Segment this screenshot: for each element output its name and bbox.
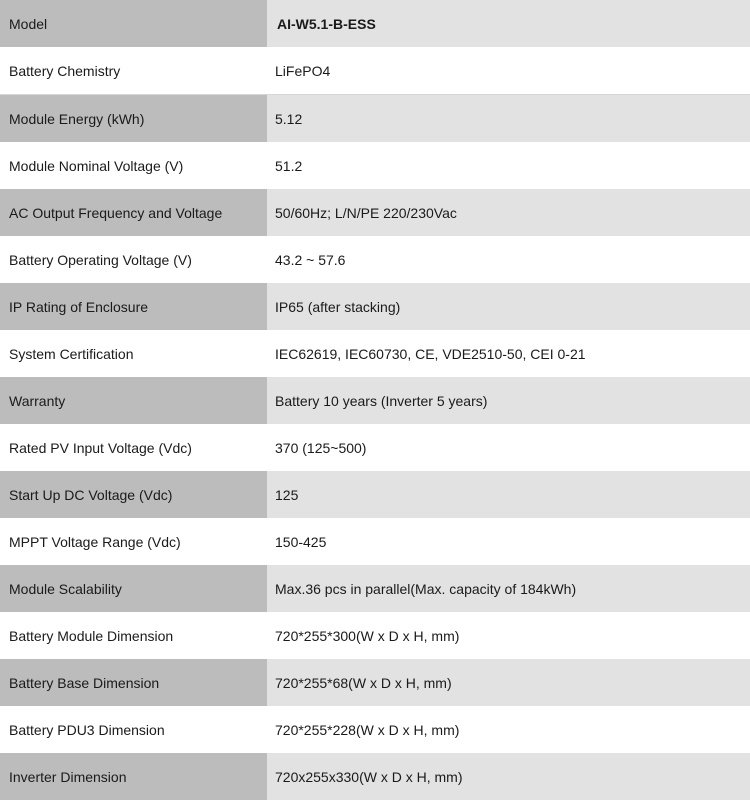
- spec-label: Inverter Dimension: [0, 753, 267, 800]
- spec-label: Rated PV Input Voltage (Vdc): [0, 424, 267, 471]
- spec-label: Battery PDU3 Dimension: [0, 706, 267, 753]
- spec-value: 370 (125~500): [267, 424, 750, 471]
- spec-value: 125: [267, 471, 750, 518]
- spec-value: 720*255*68(W x D x H, mm): [267, 659, 750, 706]
- spec-row-battery-pdu3-dimension: [0, 706, 750, 753]
- spec-value: 50/60Hz; L/N/PE 220/230Vac: [267, 189, 750, 236]
- spec-row-module-energy: [0, 95, 750, 142]
- spec-value: IEC62619, IEC60730, CE, VDE2510-50, CEI 0-21: [267, 330, 750, 377]
- spec-value: 720*255*228(W x D x H, mm): [267, 706, 750, 753]
- spec-value: 5.12: [267, 95, 750, 142]
- spec-value: 43.2 ~ 57.6: [267, 236, 750, 283]
- spec-label: Module Nominal Voltage (V): [0, 142, 267, 189]
- spec-row-ip-rating: [0, 283, 750, 330]
- spec-value: LiFePO4: [267, 47, 750, 94]
- spec-row-system-certification: [0, 330, 750, 377]
- spec-row-battery-module-dimension: [0, 612, 750, 659]
- spec-label: Module Energy (kWh): [0, 95, 267, 142]
- spec-row-warranty: [0, 377, 750, 424]
- spec-row-battery-base-dimension: [0, 659, 750, 706]
- spec-row-ac-output: [0, 189, 750, 236]
- spec-row-inverter-dimension: [0, 753, 750, 800]
- spec-row-model: [0, 0, 750, 47]
- spec-row-start-up-dc-voltage: [0, 471, 750, 518]
- spec-label: IP Rating of Enclosure: [0, 283, 267, 330]
- spec-label: Battery Chemistry: [0, 47, 267, 94]
- spec-label: AC Output Frequency and Voltage: [0, 189, 267, 236]
- spec-label: Model: [0, 0, 267, 47]
- spec-value: Max.36 pcs in parallel(Max. capacity of 184kWh): [267, 565, 750, 612]
- spec-label: Warranty: [0, 377, 267, 424]
- spec-value: 720x255x330(W x D x H, mm): [267, 753, 750, 800]
- spec-value: 51.2: [267, 142, 750, 189]
- spec-label: MPPT Voltage Range (Vdc): [0, 518, 267, 565]
- spec-row-module-nominal-voltage: [0, 142, 750, 189]
- spec-value: 720*255*300(W x D x H, mm): [267, 612, 750, 659]
- spec-label: Battery Operating Voltage (V): [0, 236, 267, 283]
- spec-row-module-scalability: [0, 565, 750, 612]
- spec-row-rated-pv-input-voltage: [0, 424, 750, 471]
- spec-label: Module Scalability: [0, 565, 267, 612]
- spec-value: 150-425: [267, 518, 750, 565]
- spec-label: Battery Module Dimension: [0, 612, 267, 659]
- spec-label: System Certification: [0, 330, 267, 377]
- spec-value: Battery 10 years (Inverter 5 years): [267, 377, 750, 424]
- spec-label: Start Up DC Voltage (Vdc): [0, 471, 267, 518]
- spec-row-battery-operating-voltage: [0, 236, 750, 283]
- spec-value: IP65 (after stacking): [267, 283, 750, 330]
- spec-label: Battery Base Dimension: [0, 659, 267, 706]
- spec-row-mppt-voltage-range: [0, 518, 750, 565]
- spec-row-battery-chemistry: [0, 47, 750, 95]
- spec-value: AI-W5.1-B-ESS: [267, 0, 750, 47]
